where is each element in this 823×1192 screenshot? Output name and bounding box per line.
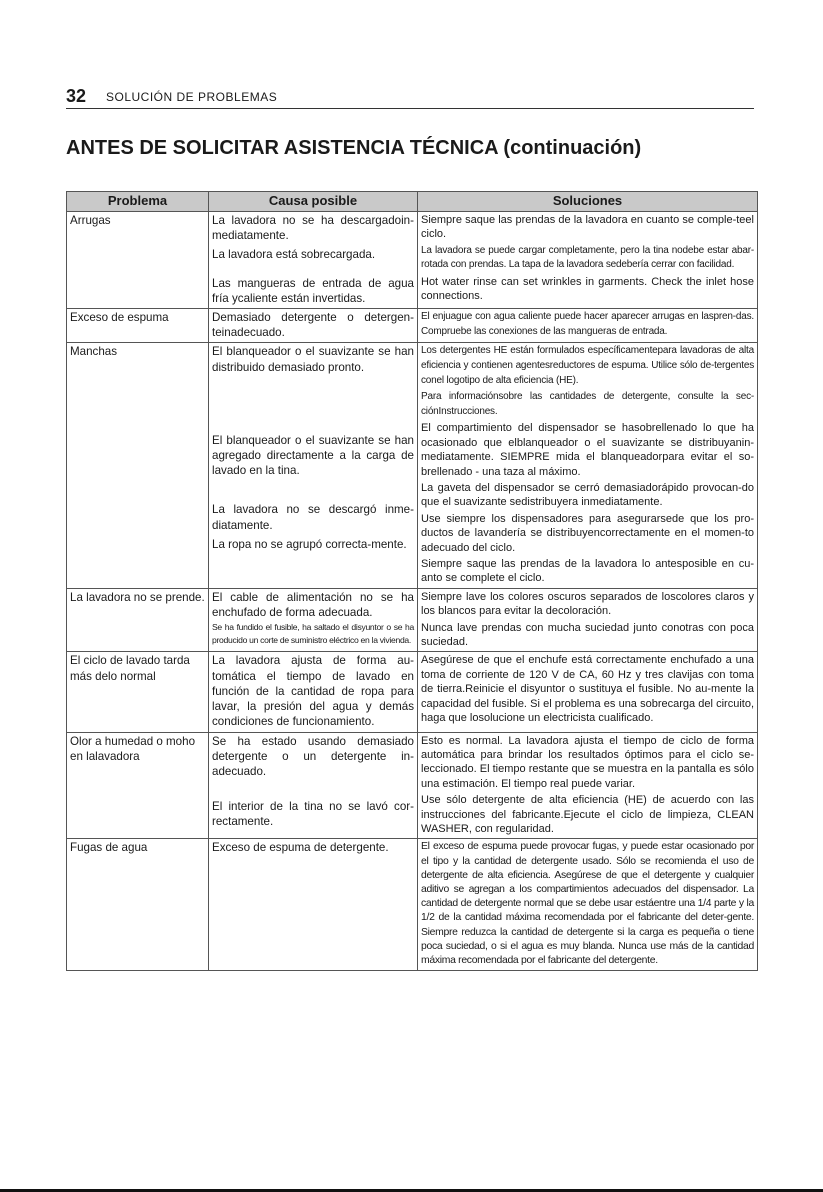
table-row xyxy=(67,652,758,732)
table-row xyxy=(67,839,758,971)
cause-text: La lavadora está sobrecargada. xyxy=(212,248,376,262)
problem-cell: Arrugas xyxy=(67,212,209,309)
cause-cell xyxy=(209,588,418,652)
solution-text: Siempre lave los colores oscuros separados de loscolores claros y los blancos para evitar la decoloración. xyxy=(421,590,754,618)
table-row xyxy=(67,309,758,343)
page-number: 32 xyxy=(66,86,87,106)
cause-text: El blanqueador o el suavizante se han agregado directamente a la carga de lavado en la tina. xyxy=(212,433,414,478)
cause-text: Las mangueras de entrada de agua fría ycaliente están invertidas. xyxy=(212,276,414,305)
cause-text: El blanqueador o el suavizante se han distribuido demasiado pronto. xyxy=(212,345,414,374)
problem-cell: El ciclo de lavado tarda más delo normal xyxy=(67,652,209,732)
solution-text: El enjuague con agua caliente puede hacer aparecer arrugas en laspren-das. Compruebe las conexiones de las mangueras de entrada. xyxy=(421,311,754,337)
table-row xyxy=(67,212,758,309)
solution-text: La lavadora se puede cargar completamente, pero la tina nodebe estar abar-rotada con prendas. La tapa de la lavadora sedebería cerrar con facilidad. xyxy=(421,244,754,271)
section-name: SOLUCIÓN DE PROBLEMAS xyxy=(106,90,278,104)
column-header-problem: Problema xyxy=(67,192,209,212)
page-header xyxy=(66,86,754,109)
page-title: ANTES DE SOLICITAR ASISTENCIA TÉCNICA (continuación) xyxy=(66,137,642,159)
problem-cell: Olor a humedad o moho en lalavadora xyxy=(67,732,209,839)
cause-text: Se ha estado usando demasiado detergente o un detergente in-adecuado. xyxy=(212,734,414,778)
cause-text: Demasiado detergente o detergen-teinadecuado. xyxy=(212,311,414,340)
problem-cell: Exceso de espuma xyxy=(67,309,209,343)
table-row xyxy=(67,588,758,652)
solutions-cell xyxy=(418,588,758,652)
cause-cell xyxy=(209,343,418,588)
cause-cell xyxy=(209,732,418,839)
solution-text: Use sólo detergente de alta eficiencia (HE) de acuerdo con las instrucciones del fabricante.Ejecute el ciclo de limpieza, CLEAN WASHER, con regularidad. xyxy=(421,794,754,835)
cause-text: La lavadora no se ha descargadoin-mediatamente. xyxy=(212,214,414,243)
column-header-cause: Causa posible xyxy=(209,192,418,212)
solution-text: Hot water rinse can set wrinkles in garments. Check the inlet hose connections. xyxy=(421,276,754,303)
table-row xyxy=(67,343,758,588)
cause-cell xyxy=(209,652,418,732)
cause-cell xyxy=(209,212,418,309)
cause-text: Se ha fundido el fusible, ha saltado el disyuntor o se ha producido un corte de suministro eléctrico en la vivienda. xyxy=(212,622,414,646)
solutions-cell xyxy=(418,212,758,309)
solution-text: El compartimiento del dispensador se hasobrellenado lo que ha ocasionado que elblanqueador o el suavizante se distribuyanin-mediatamente. SIEMPRE mida el blanqueadorpara evitar el so-brellenado - una taza al máximo. xyxy=(421,422,754,478)
cause-text: La ropa no se agrupó correcta-mente. xyxy=(212,537,407,551)
cause-text: La lavadora no se descargó inme-diatamente. xyxy=(212,503,414,532)
solution-text: Los detergentes HE están formulados específicamentepara lavadoras de alta eficiencia y contienen agentesreductores de espuma. Utilice sólo de-tergentes conel logotipo de alta eficiencia (HE). xyxy=(421,345,754,386)
cause-cell xyxy=(209,309,418,343)
solutions-cell xyxy=(418,652,758,732)
solution-text: Use siempre los dispensadores para asegurarsede que los pro-ductos de lavandería se distribuyencorrectamente en el momen-to adecuado del ciclo. xyxy=(421,512,754,554)
solution-text: Para informaciónsobre las cantidades de detergente, consulte la sec-ciónInstrucciones. xyxy=(421,391,754,417)
solutions-cell xyxy=(418,732,758,839)
solution-text: Siempre saque las prendas de la lavadora lo antesposible en cu-anto se complete el ciclo. xyxy=(421,558,754,585)
solution-text: Asegúrese de que el enchufe está correctamente enchufado a una toma de corriente de 120 V de CA, 60 Hz y tres clavijas con toma de tierra.Reinicie el disyuntor o sustituya el fusible. No au-mente la capacidad del fusible. Si el problema es una sobrecarga del circuito, haga que losolucione un electricista cualificado. xyxy=(421,654,754,725)
solutions-cell xyxy=(418,309,758,343)
solutions-cell xyxy=(418,839,758,971)
table-row xyxy=(67,732,758,839)
problem-cell: Fugas de agua xyxy=(67,839,209,971)
troubleshooting-table xyxy=(66,191,758,971)
solutions-cell xyxy=(418,343,758,588)
cause-text: Exceso de espuma de detergente. xyxy=(212,841,389,855)
cause-text: La lavadora ajusta de forma au-tomática el tiempo de lavado en función de la cantidad de ropa para lavar, la presión del agua y demás condiciones de funcionamiento. xyxy=(212,654,414,729)
solution-text: Nunca lave prendas con mucha suciedad junto conotras con poca suciedad. xyxy=(421,621,754,649)
solution-text: La gaveta del dispensador se cerró demasiadorápido provocan-do que el suavizante sedistribuyera inmediatamente. xyxy=(421,482,754,509)
column-header-solutions: Soluciones xyxy=(418,192,758,212)
solution-text: Siempre saque las prendas de la lavadora en cuanto se comple-teel ciclo. xyxy=(421,214,754,241)
table-header-row xyxy=(67,192,758,212)
cause-cell xyxy=(209,839,418,971)
solution-text: El exceso de espuma puede provocar fugas, y puede estar ocasionado por el tipo y la cantidad de detergente usado. Sólo se recomienda el uso de detergente de alta eficiencia. Asegúrese de que el detergente y cualquier aditivo se agregan a los compartimientos adecuados del dispensador. La cantidad de detergente normal que se debe usar estáentre una 1/4 parte y la 1/2 de la cantidad máxima recomendada por el fabricante del deter-gente. Siempre reduzca la cantidad de detergente si la carga es pequeña o tiene poca suciedad, o si el agua es muy blanda. Nunca use más de la cantidad máxima recomendada por el fabricante del detergente. xyxy=(421,841,754,966)
problem-cell: La lavadora no se prende. xyxy=(67,588,209,652)
solution-text: Esto es normal. La lavadora ajusta el tiempo de ciclo de forma automática para brindar los resultados óptimos para el ciclo se-leccionado. El tiempo restante que se muestra en la pantalla es sólo una estimación. El tiempo real puede variar. xyxy=(421,734,754,790)
problem-cell: Manchas xyxy=(67,343,209,588)
cause-text: El interior de la tina no se lavó cor-rectamente. xyxy=(212,800,414,829)
cause-text: El cable de alimentación no se ha enchufado de forma adecuada. xyxy=(212,590,414,620)
